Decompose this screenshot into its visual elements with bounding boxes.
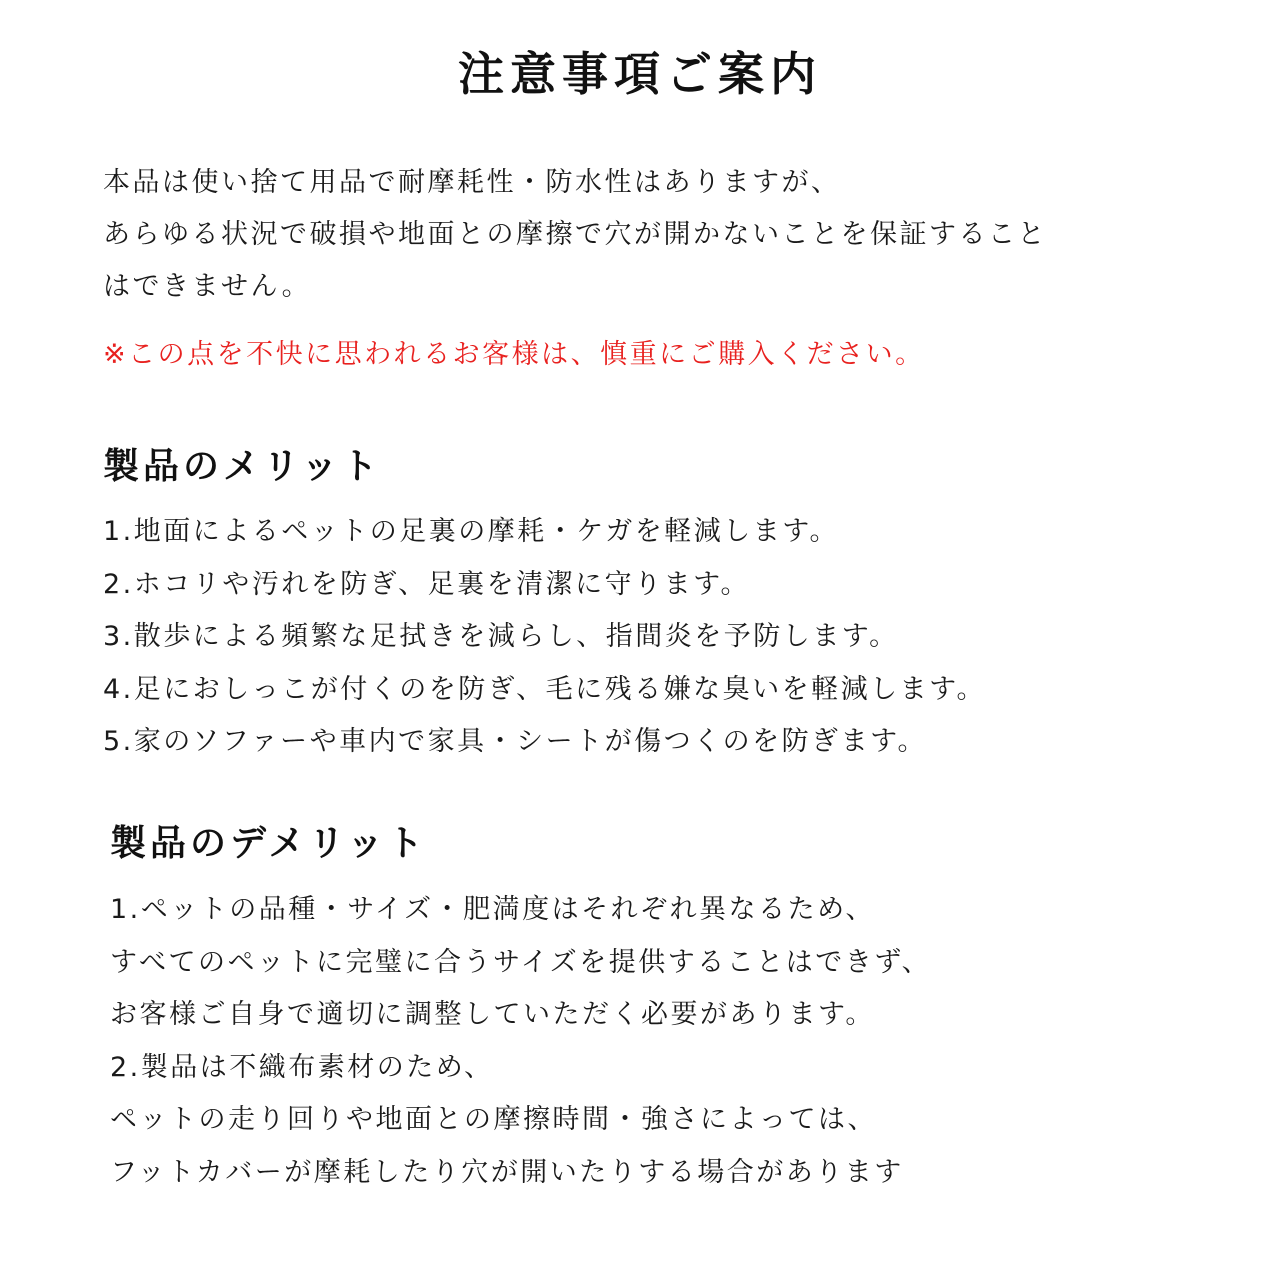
merit-item: 5.家のソファーや車内で家具・シートが傷つくのを防ぎます。 [103,726,928,757]
merit-item: 1.地面によるペットの足裏の摩耗・ケガを軽減します。 [103,516,840,547]
merit-item: 2.ホコリや汚れを防ぎ、足裏を清潔に守ります。 [103,568,751,600]
demerit-line: 2.製品は不織布素材のため、 [110,1051,494,1083]
warning-note: ※この点を不快に思われるお客様は、慎重にご購入ください。 [103,339,925,370]
demerit-line: ペットの走り回りや地面との摩擦時間・強さによっては、 [110,1104,877,1135]
intro-paragraph [103,157,1047,313]
demerit-line: フットカバーが摩耗したり穴が開いたりする場合があります [110,1156,904,1188]
demerits-heading: 製品のデメリット [110,823,428,864]
intro-line: はできません。 [103,271,312,302]
demerits-list [110,884,931,1199]
merits-heading: 製品のメリット [103,446,382,487]
demerit-line: お客様ご自身で適切に調整していただく必要があります。 [110,999,875,1030]
merit-item: 4.足におしっこが付くのを防ぎ、毛に残る嫌な臭いを軽減します。 [103,673,987,705]
merits-list [103,506,986,769]
demerit-line: すべてのペットに完璧に合うサイズを提供することはできず、 [110,946,932,978]
page-title: 注意事項ご案内 [458,47,822,101]
merit-item: 3.散歩による頻繁な足拭きを減らし、指間炎を予防します。 [103,621,899,652]
demerit-line: 1.ペットの品種・サイズ・肥満度はそれぞれ異なるため、 [110,894,876,925]
intro-line: 本品は使い捨て用品で耐摩耗性・防水性はありますが、 [103,167,841,198]
intro-line: あらゆる状況で破損や地面との摩擦で穴が開かないことを保証すること [103,219,1047,250]
